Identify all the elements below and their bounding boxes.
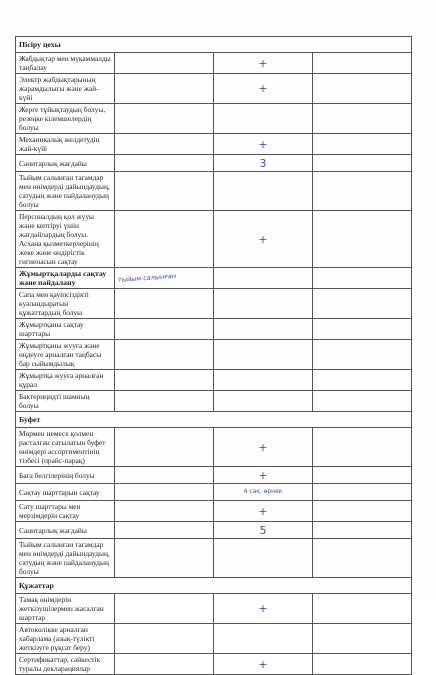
empty-cell xyxy=(115,594,214,624)
empty-cell xyxy=(313,594,412,624)
mark-cell xyxy=(214,172,313,211)
table-row xyxy=(16,134,412,155)
section-header-row xyxy=(16,578,412,594)
empty-cell xyxy=(115,624,214,654)
row-label: Жабдықтар мен мүкаммалды таңбалау xyxy=(16,53,115,74)
row-label: Персоналдың қол жууы және кептіруі үшін жағдайлардың болуы. Асхана қызметкерлерінің жеке және өндірістік гигиенасын сақтау xyxy=(16,211,115,268)
table-row xyxy=(16,104,412,134)
mark-cell xyxy=(214,539,313,578)
mark-cell xyxy=(214,319,313,340)
row-label: Тамақ өнімдерін жеткізушілермен жасалған шарттар xyxy=(16,594,115,624)
mark-cell xyxy=(214,134,313,155)
empty-cell xyxy=(115,391,214,412)
section-title: Құжаттар xyxy=(16,578,412,594)
section-title: Жұмыртқаларды сақтау және пайдалану xyxy=(16,268,115,289)
table-row xyxy=(16,484,412,501)
table-row xyxy=(16,539,412,578)
row-label: Жұмыртқа жууға арналған құрал xyxy=(16,370,115,391)
empty-cell xyxy=(313,134,412,155)
row-label: Санитарлық жағдайы xyxy=(16,155,115,172)
mark-cell xyxy=(214,340,313,370)
empty-cell xyxy=(115,539,214,578)
empty-cell xyxy=(313,484,412,501)
row-label: Жұмыртқаны сақтау шарттары xyxy=(16,319,115,340)
mark-cell xyxy=(214,74,313,104)
table-row xyxy=(16,624,412,654)
empty-cell xyxy=(115,134,214,155)
empty-cell xyxy=(115,155,214,172)
empty-cell xyxy=(313,104,412,134)
empty-cell xyxy=(313,172,412,211)
handwritten-mark: + xyxy=(258,137,268,151)
empty-cell xyxy=(313,654,412,675)
empty-cell xyxy=(115,104,214,134)
empty-cell xyxy=(115,289,214,319)
empty-cell xyxy=(313,340,412,370)
empty-cell xyxy=(115,172,214,211)
empty-cell xyxy=(313,501,412,522)
empty-cell xyxy=(115,467,214,484)
table-row xyxy=(16,289,412,319)
empty-cell xyxy=(115,370,214,391)
row-label: Жерге тұйықтаудың болуы, резеңке кілемшелердің болуы xyxy=(16,104,115,134)
table-row xyxy=(16,501,412,522)
empty-cell xyxy=(313,624,412,654)
empty-cell xyxy=(115,53,214,74)
empty-cell xyxy=(115,501,214,522)
handwritten-note: 4 сақ. өрнек xyxy=(243,488,283,495)
table-row xyxy=(16,211,412,268)
empty-cell xyxy=(313,155,412,172)
empty-cell xyxy=(115,319,214,340)
empty-cell xyxy=(313,211,412,268)
table-row xyxy=(16,172,412,211)
table-row xyxy=(16,370,412,391)
handwritten-mark: 5 xyxy=(259,523,267,537)
section-note-cell xyxy=(115,268,214,289)
row-label: Тыйым салынған тағамдар мен өнімдерді дайындаудың, сатудың және пайдаланудың болуы xyxy=(16,172,115,211)
table-row xyxy=(16,654,412,675)
section-title: Пісіру цехы xyxy=(16,37,412,53)
empty-cell xyxy=(115,654,214,675)
mark-cell xyxy=(214,391,313,412)
section-title: Буфет xyxy=(16,412,412,428)
table-row xyxy=(16,428,412,467)
handwritten-mark: 3 xyxy=(259,156,267,170)
mark-cell xyxy=(214,104,313,134)
empty-cell xyxy=(115,74,214,104)
empty-cell xyxy=(313,428,412,467)
table-row xyxy=(16,594,412,624)
mark-cell xyxy=(214,654,313,675)
mark-cell xyxy=(214,501,313,522)
mark-cell xyxy=(214,484,313,501)
mark-cell xyxy=(214,53,313,74)
row-label: Мөрмен немесе қолмен расталған сатылатын буфет өнімдері ассортиментінің тізбесі (прайс-парақ) xyxy=(16,428,115,467)
handwritten-mark: + xyxy=(258,232,268,246)
empty-cell xyxy=(313,539,412,578)
empty-cell xyxy=(115,484,214,501)
mark-cell xyxy=(214,624,313,654)
table-row xyxy=(16,319,412,340)
row-label: Бактерицидті шамның болуы xyxy=(16,391,115,412)
row-label: Автокөлікке арналған хабарлама (азық-түлікті жеткізуге рұқсат беру) xyxy=(16,624,115,654)
row-label: Баға белгілерінің болуы xyxy=(16,467,115,484)
empty-cell xyxy=(313,268,412,289)
table-row xyxy=(16,53,412,74)
handwritten-note: тыйым салынған xyxy=(117,271,177,285)
section-header-row xyxy=(16,412,412,428)
table-row xyxy=(16,74,412,104)
mark-cell xyxy=(214,155,313,172)
empty-cell xyxy=(313,522,412,539)
section-header-row xyxy=(16,268,412,289)
row-label: Тыйым салынған тағамдар мен өнімдерді дайындаудың, сатудың және пайдаланудың болуы xyxy=(16,539,115,578)
empty-cell xyxy=(115,428,214,467)
handwritten-mark: + xyxy=(258,602,268,615)
empty-cell xyxy=(313,53,412,74)
row-label: Механикалық желдетудің жай-күйі xyxy=(16,134,115,155)
mark-cell xyxy=(214,467,313,484)
row-label: Санитарлық жағдайы xyxy=(16,522,115,539)
empty-cell xyxy=(313,370,412,391)
mark-cell xyxy=(214,289,313,319)
table-row xyxy=(16,522,412,539)
row-label: Жұмыртқаны жууға және өңдеуге арналған таңбасы бар сыйымдылық xyxy=(16,340,115,370)
empty-cell xyxy=(115,211,214,268)
empty-cell xyxy=(115,522,214,539)
mark-cell xyxy=(214,594,313,624)
empty-cell xyxy=(214,268,313,289)
handwritten-mark: + xyxy=(258,657,268,671)
handwritten-mark: + xyxy=(258,440,268,454)
empty-cell xyxy=(313,467,412,484)
mark-cell xyxy=(214,428,313,467)
row-label: Сапа мен қауіпсіздікті куәландыратын құжаттардың болуы xyxy=(16,289,115,319)
empty-cell xyxy=(115,340,214,370)
empty-cell xyxy=(313,391,412,412)
handwritten-mark: + xyxy=(258,82,268,95)
empty-cell xyxy=(313,74,412,104)
table-row xyxy=(16,467,412,484)
mark-cell xyxy=(214,370,313,391)
section-header-row xyxy=(16,37,412,53)
row-label: Сертификаттар, сәйкестік туралы декларациялар xyxy=(16,654,115,675)
handwritten-mark: + xyxy=(258,56,268,70)
row-label: Сақтау шарттарын сақтау xyxy=(16,484,115,501)
handwritten-mark: + xyxy=(258,468,268,482)
handwritten-mark: + xyxy=(258,504,268,518)
mark-cell xyxy=(214,522,313,539)
table-row xyxy=(16,155,412,172)
row-label: Сату шарттары мен мерзімдерін сақтау xyxy=(16,501,115,522)
table-row xyxy=(16,391,412,412)
row-label: Электр жабдықтарының жарамдылығы және жай-күйі xyxy=(16,74,115,104)
mark-cell xyxy=(214,211,313,268)
table-row xyxy=(16,340,412,370)
inspection-table xyxy=(15,36,412,675)
empty-cell xyxy=(313,319,412,340)
empty-cell xyxy=(313,289,412,319)
